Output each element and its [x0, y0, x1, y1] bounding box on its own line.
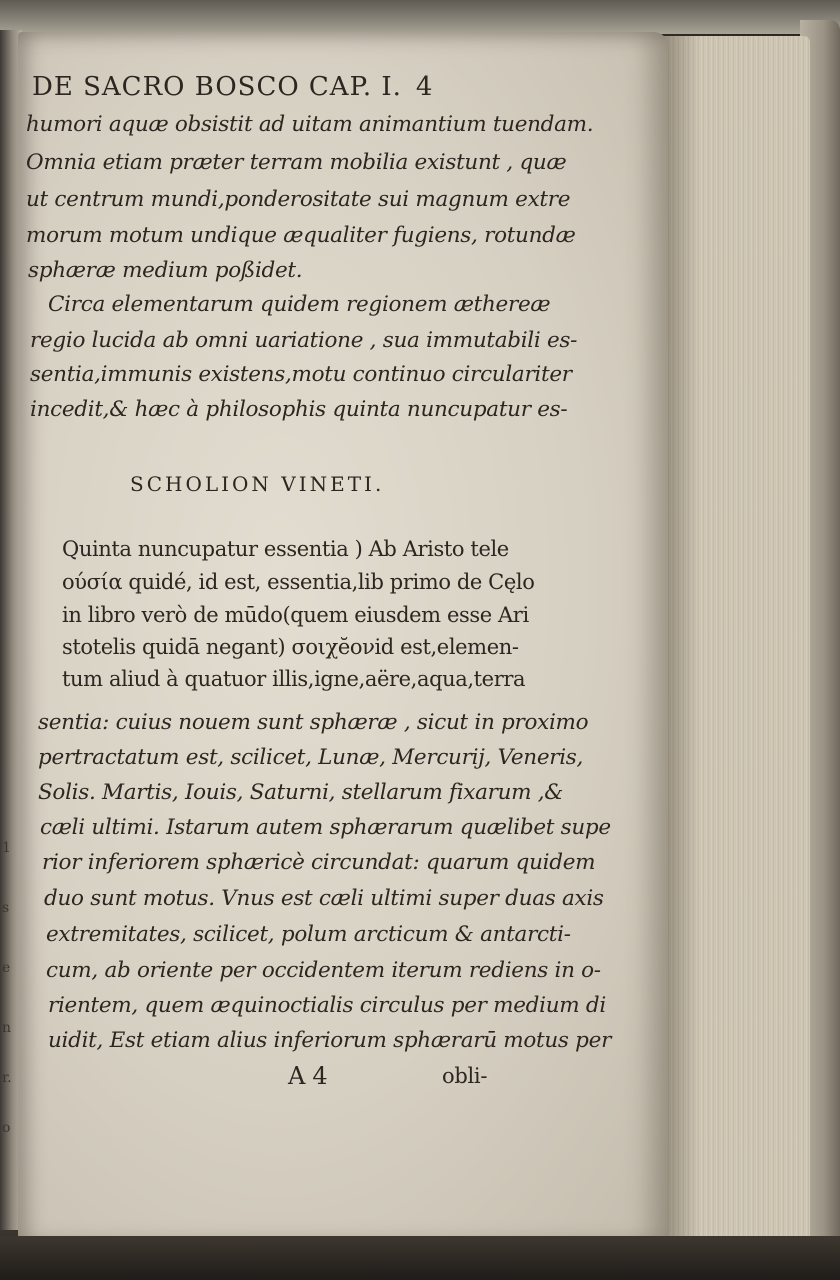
text-line: sentia,immunis existens,motu continuo circulariter [30, 362, 572, 387]
scholion-line: ούσία quidé, id est, essentia,lib primo de Cęlo [62, 570, 535, 594]
gutter-glyph: s [2, 900, 10, 916]
gutter-glyph: o [2, 1120, 11, 1136]
text-line: Omnia etiam præter terram mobilia existunt , quæ [26, 150, 567, 175]
text-line: sphæræ medium poßidet. [28, 258, 303, 283]
text-line: Solis. Martis, Iouis, Saturni, stellarum fixarum ,& [38, 780, 564, 805]
top-page-edge [0, 0, 840, 34]
scholion-heading: SCHOLION VINETI. [130, 472, 385, 496]
text-line: cæli ultimi. Istarum autem sphærarum quælibet supe [40, 815, 611, 840]
header-title: DE SACRO BOSCO CAP. I. [32, 72, 402, 102]
text-line: humori aquæ obsistit ad uitam animantium tuendam. [26, 112, 594, 137]
text-line: ut centrum mundi,ponderositate sui magnum extre [26, 187, 571, 212]
text-line: Circa elementarum quidem regionem æthereæ [48, 292, 551, 317]
text-line: pertractatum est, scilicet, Lunæ, Mercurij, Veneris, [38, 745, 584, 770]
gutter-glyph: e [2, 960, 11, 976]
text-line: duo sunt motus. Vnus est cæli ultimi super duas axis [44, 886, 604, 911]
page-number: 4 [415, 72, 434, 102]
text-line: rientem, quem æquinoctialis circulus per medium di [48, 993, 606, 1018]
text-line: extremitates, scilicet, polum arcticum & antarcti- [46, 922, 571, 947]
text-line: cum, ab oriente per occidentem iterum rediens in o- [46, 958, 601, 983]
text-line: morum motum undique æqualiter fugiens, rotundæ [26, 223, 576, 248]
catchword: obli- [442, 1064, 488, 1088]
signature-mark: A 4 [288, 1062, 328, 1090]
scholion-line: tum aliud à quatuor illis,igne,aëre,aqua,terra [62, 667, 526, 691]
text-line: rior inferiorem sphæricè circundat: quarum quidem [42, 850, 596, 875]
text-line: uidit, Est etiam alius inferiorum sphærarū motus per [48, 1028, 612, 1053]
text-line: incedit,& hæc à philosophis quinta nuncupatur es- [30, 397, 568, 422]
running-header [32, 72, 433, 102]
gutter-glyph: r. [2, 1070, 12, 1086]
bottom-shadow [0, 1236, 840, 1280]
scholion-line: in libro verò de mūdo(quem eiusdem esse Ari [62, 603, 529, 627]
scholion-line: stotelis quidā negant) σοιχĕονid est,elemen- [62, 635, 519, 659]
text-line: sentia: cuius nouem sunt sphæræ , sicut in proximo [38, 710, 589, 735]
scholion-line: Quinta nuncupatur essentia ) Ab Aristo tele [62, 537, 509, 561]
gutter-glyph: n [2, 1020, 12, 1036]
gutter-glyph: 1 [2, 840, 11, 856]
text-line: regio lucida ab omni uariatione , sua immutabili es- [30, 328, 578, 353]
